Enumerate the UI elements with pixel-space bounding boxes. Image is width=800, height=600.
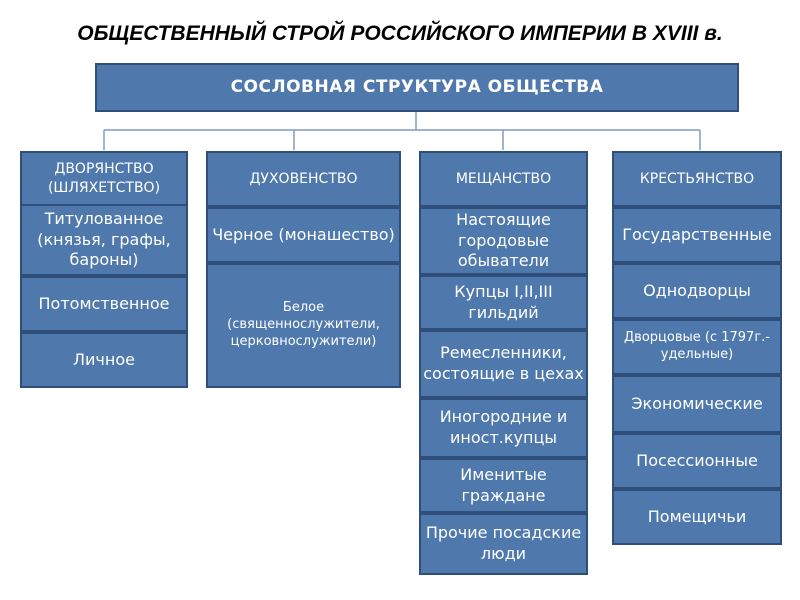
nobility-personal: Личное xyxy=(20,332,188,388)
townspeople-residents: Настоящие городовые обыватели xyxy=(419,207,588,275)
townspeople-craftsmen: Ремесленники, состоящие в цехах xyxy=(419,330,588,398)
root-box xyxy=(95,63,739,112)
slide-title: ОБЩЕСТВЕННЫЙ СТРОЙ РОССИЙСКОГО ИМПЕРИИ В XVIII в. xyxy=(77,22,723,45)
townspeople-eminent-citizens: Именитые граждане xyxy=(419,458,588,513)
nobility-hereditary: Потомственное xyxy=(20,276,188,332)
column-header-townspeople: МЕЩАНСТВО xyxy=(419,151,588,207)
column-header-nobility: ДВОРЯНСТВО (ШЛЯХЕТСТВО) xyxy=(20,151,188,206)
peasantry-possessional: Посессионные xyxy=(612,433,782,489)
townspeople-merchants: Купцы I,II,III гильдий xyxy=(419,275,588,330)
nobility-titled: Титулованное (князья, графы, бароны) xyxy=(20,204,188,276)
peasantry-odnodvortsy: Однодворцы xyxy=(612,263,782,319)
peasantry-economic: Экономические xyxy=(612,375,782,433)
column-header-clergy: ДУХОВЕНСТВО xyxy=(206,151,401,207)
peasantry-state: Государственные xyxy=(612,207,782,263)
root-label: СОСЛОВНАЯ СТРУКТУРА ОБЩЕСТВА xyxy=(230,77,604,98)
peasantry-landlord: Помещичьи xyxy=(612,489,782,545)
peasantry-palace: Дворцовые (с 1797г.-удельные) xyxy=(612,319,782,375)
clergy-white: Белое (священнослужители, церковнослужители) xyxy=(206,263,401,388)
townspeople-foreign-merchants: Иногородние и иност.купцы xyxy=(419,398,588,458)
column-header-peasantry: КРЕСТЬЯНСТВО xyxy=(612,151,782,207)
clergy-black: Черное (монашество) xyxy=(206,207,401,263)
townspeople-other: Прочие посадские люди xyxy=(419,513,588,575)
